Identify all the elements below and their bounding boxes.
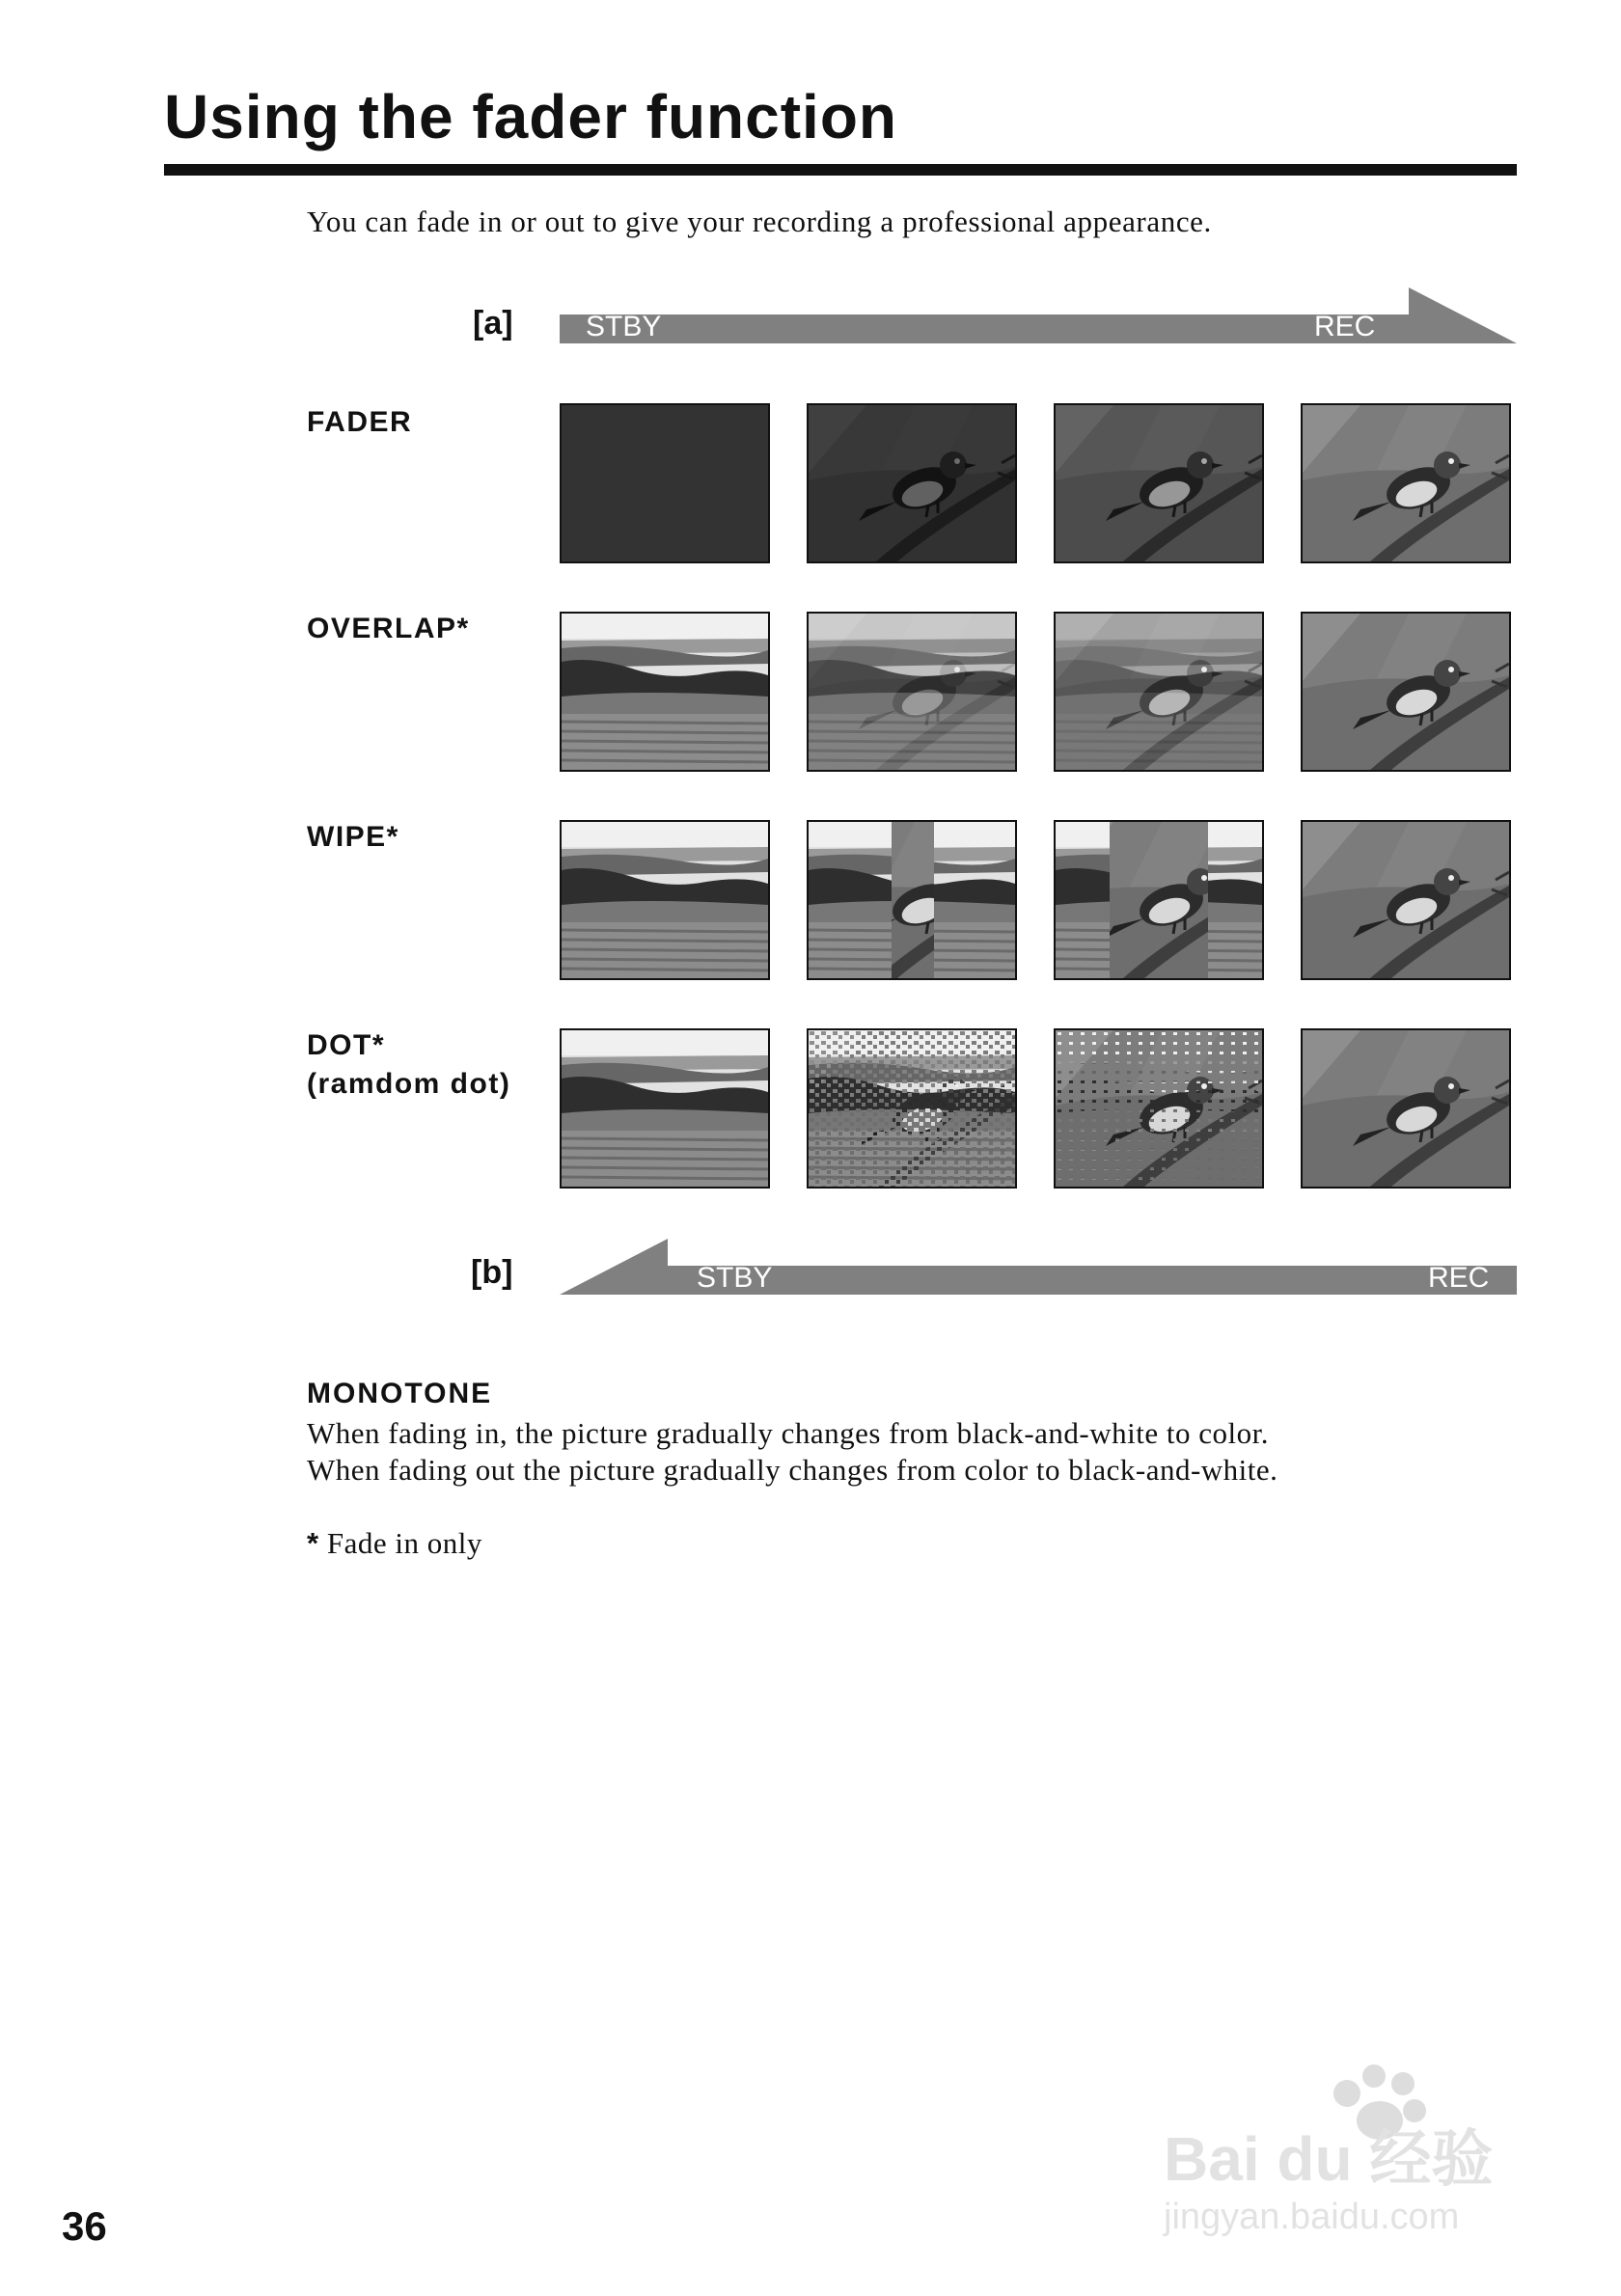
- monotone-heading: MONOTONE: [307, 1378, 493, 1409]
- dot-frame-3: [1054, 1028, 1264, 1189]
- svg-text:jingyan.baidu.com: jingyan.baidu.com: [1164, 2197, 1460, 2237]
- dot-frame-2: [807, 1028, 1017, 1189]
- footnote-mark: *: [307, 1526, 319, 1560]
- monotone-line-1: When fading in, the picture gradually changes from black-and-white to color.: [307, 1416, 1269, 1450]
- timeline-a-end: REC: [1314, 311, 1376, 342]
- dot-frame-4: [1301, 1028, 1511, 1189]
- wipe-frame-2: [807, 820, 1017, 980]
- timeline-a-start: STBY: [586, 311, 662, 342]
- timeline-b-label: [b]: [471, 1254, 513, 1291]
- intro-text: You can fade in or out to give your recording a professional appearance.: [307, 205, 1212, 238]
- fader-frame-4: [1301, 403, 1511, 563]
- fader-frame-2: [807, 403, 1017, 563]
- fader-frame-1: [560, 403, 770, 563]
- page-number: 36: [62, 2203, 107, 2249]
- row-label-dot-sub: (ramdom dot): [307, 1068, 511, 1100]
- row-label-dot: [307, 1026, 510, 1104]
- baidu-watermark-logo: [1154, 2055, 1540, 2248]
- timeline-b-start: STBY: [697, 1262, 773, 1294]
- row-label-dot-main: DOT*: [307, 1029, 385, 1061]
- footnote-text: Fade in only: [326, 1526, 482, 1560]
- overlap-frame-1: [560, 612, 770, 772]
- wipe-frame-3: [1054, 820, 1264, 980]
- page-title: Using the fader function: [164, 82, 897, 151]
- svg-text:Bai du 经验: Bai du 经验: [1164, 2124, 1494, 2194]
- overlap-frame-4: [1301, 612, 1511, 772]
- row-label-fader: FADER: [307, 406, 413, 438]
- overlap-frame-3: [1054, 612, 1264, 772]
- overlap-frame-2: [807, 612, 1017, 772]
- title-rule: [164, 164, 1517, 176]
- dot-frame-1: [560, 1028, 770, 1189]
- monotone-line-2: When fading out the picture gradually changes from color to black-and-white.: [307, 1453, 1278, 1487]
- wipe-frame-4: [1301, 820, 1511, 980]
- row-label-wipe: WIPE*: [307, 821, 399, 853]
- row-label-overlap: OVERLAP*: [307, 613, 470, 644]
- timeline-b-end: REC: [1428, 1262, 1490, 1294]
- fader-frame-3: [1054, 403, 1264, 563]
- footnote: [307, 1526, 482, 1561]
- timeline-a-label: [a]: [473, 305, 513, 342]
- wipe-frame-1: [560, 820, 770, 980]
